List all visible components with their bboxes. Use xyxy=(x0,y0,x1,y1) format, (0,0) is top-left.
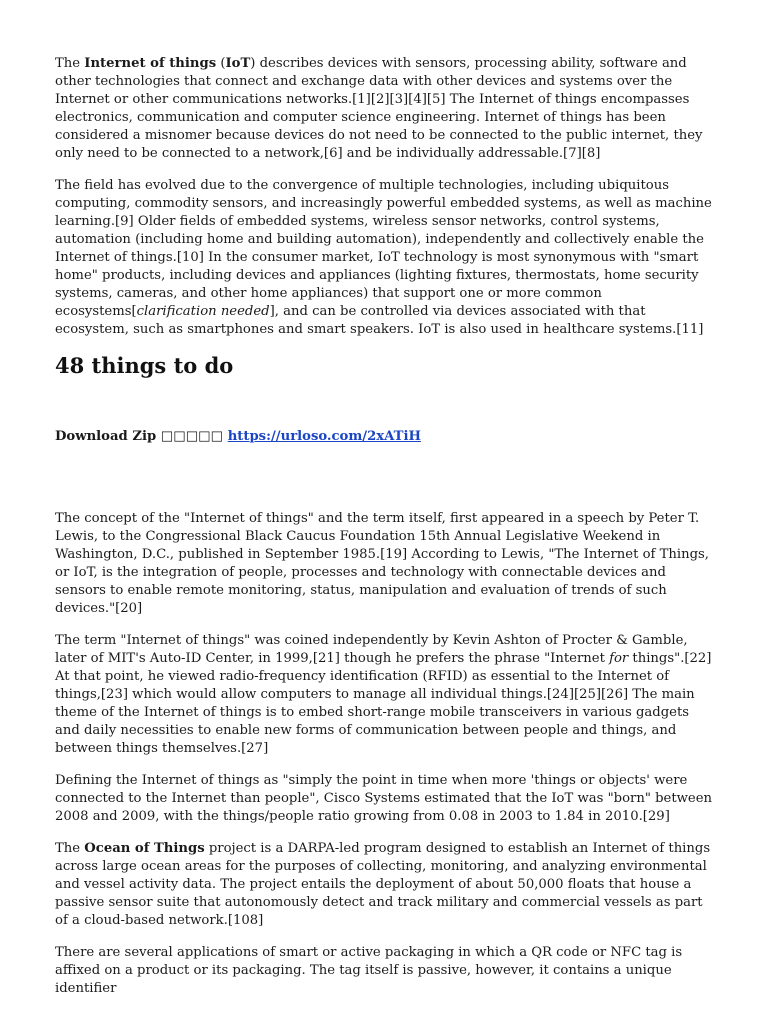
document-page xyxy=(55,55,717,1012)
italic-for: for xyxy=(609,651,629,666)
term-ocean-of-things: Ocean of Things xyxy=(84,841,205,856)
term-internet-of-things: Internet of things xyxy=(84,56,217,71)
text-run: The xyxy=(55,841,85,856)
text-run: project is a DARPA-led program designed to establish an Internet of things across large ocean areas for the purposes of collecting, monitoring, and analyzing environmental and vessel activity data. The project entails the deployment of about 50,000 floats that house a passive sensor suite that autonomously detect and track military and commercial vessels as part of a cloud-based network.[108] xyxy=(55,841,711,928)
body-paragraph-cisco: Defining the Internet of things as "simply the point in time when more 'things or objects' were connected to the Internet than people", Cisco Systems estimated that the IoT was "born" between 2008 and 2009, with the things/people ratio growing from 0.08 in 2003 to 1.84 in 2010.[29] xyxy=(55,773,713,824)
text-run: things".[22] At that point, he viewed radio-frequency identification (RFID) as essential to the Internet of things,[23] which would allow computers to manage all individual things.[24][25][26] The main theme of the Internet of things is to embed short-range mobile transceivers in various gadgets and daily necessities to enable new forms of communication between people and things, and between things themselves.[27] xyxy=(55,651,712,756)
text-run: ( xyxy=(216,56,226,71)
text-run: ) describes devices with sensors, processing ability, software and other technologies that connect and exchange data with other devices and systems over the Internet or other communications networks.[1][2][3][4][5] The Internet of things encompasses electronics, communication and computer science engineering. Internet of things has been considered a misnomer because devices do not need to be connected to the public internet, they only need to be connected to a network,[6] and be individually addressable.[7][8] xyxy=(55,56,703,161)
body-paragraph-packaging: There are several applications of smart or active packaging in which a QR code or NFC tag is affixed on a product or its packaging. The tag itself is passive, however, it contains a unique identifier xyxy=(55,945,683,996)
download-label: Download Zip □□□□□ xyxy=(55,429,228,444)
text-run: The field has evolved due to the convergence of multiple technologies, including ubiquitous computing, commodity sensors, and increasingly powerful embedded systems, as well as machine learning.[9] Older fields of embedded systems, wireless sensor networks, control systems, automation (including home and building automation), independently and collectively enable the Internet of things.[10] In the consumer market, IoT technology is most synonymous with "smart home" products, including devices and appliances (lighting fixtures, thermostats, home security systems, cameras, and other home appliances) that support one or more common ecosystems[ xyxy=(55,178,712,319)
intro-paragraph-1 xyxy=(55,55,717,163)
spacer xyxy=(55,446,717,510)
intro-paragraph-2 xyxy=(55,177,717,339)
text-run: The term "Internet of things" was coined independently by Kevin Ashton of Procter & Gamble, later of MIT's Auto-ID Center, in 1999,[21] though he prefers the phrase "Internet xyxy=(55,633,688,666)
body-paragraph-ocean-of-things xyxy=(55,840,717,930)
term-iot: IoT xyxy=(225,56,251,71)
text-run: ], and can be controlled via devices associated with that ecosystem, such as smartphones and smart speakers. IoT is also used in healthcare systems.[11] xyxy=(55,304,704,337)
clarification-needed-note: clarification needed xyxy=(136,304,270,319)
download-line xyxy=(55,428,717,446)
section-heading: 48 things to do xyxy=(55,353,234,378)
body-paragraph-term xyxy=(55,632,717,758)
download-link[interactable]: https://urloso.com/2xATiH xyxy=(227,429,421,444)
body-paragraph-concept: The concept of the "Internet of things" and the term itself, first appeared in a speech by Peter T. Lewis, to the Congressional Black Caucus Foundation 15th Annual Legislative Weekend in Washington, D.C., published in September 1985.[19] According to Lewis, "The Internet of Things, or IoT, is the integration of people, processes and technology with connectable devices and sensors to enable remote monitoring, status, manipulation and evaluation of trends of such devices."[20] xyxy=(55,511,709,616)
text-run: The xyxy=(55,56,85,71)
